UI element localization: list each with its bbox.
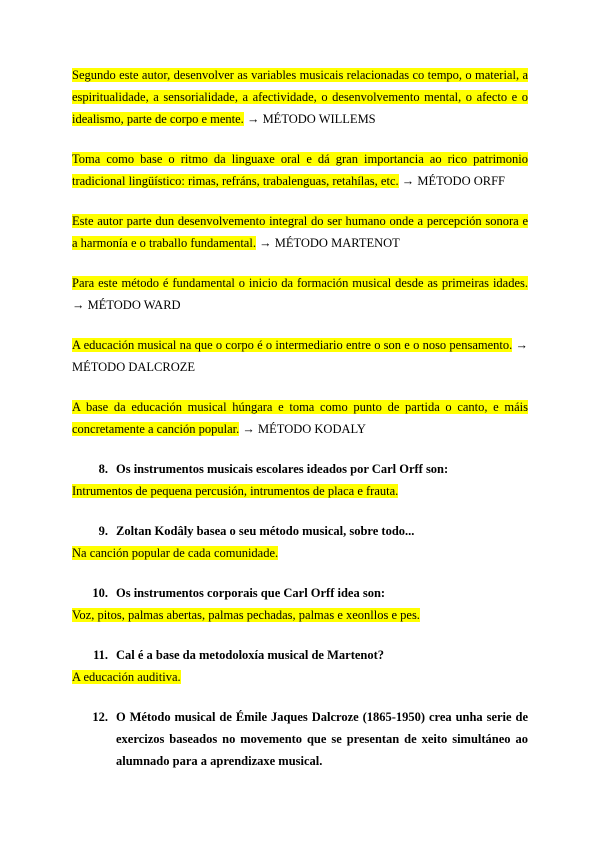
highlighted-answer: Na canción popular de cada comunidade. <box>72 546 279 560</box>
question-number: 10. <box>92 586 108 600</box>
answer-9 <box>72 542 528 564</box>
method-answer: → MÉTODO ORFF <box>398 174 506 188</box>
question-number: 8. <box>98 462 108 476</box>
question-number: 9. <box>98 524 108 538</box>
question-text: O Método musical de Émile Jaques Dalcroze (1865-1950) crea unha serie de exercizos baseados no movemento que se presentan de xeito simultáneo ao alumnado para a aprendizaxe musical. <box>116 710 528 768</box>
highlighted-statement: Este autor parte dun desenvolvemento integral do ser humano onde a percepción sonora e a harmonía e o traballo fundamental. <box>72 214 528 250</box>
highlighted-statement: A base da educación musical húngara e toma como punto de partida o canto, e máis concretamente a canción popular. <box>72 400 528 436</box>
question-text: Cal é a base da metodoloxía musical de Martenot? <box>116 648 385 662</box>
highlighted-statement: Segundo este autor, desenvolver as variables musicais relacionadas co tempo, o material, a espiritualidade, a sensorialidade, a afectividade, o desenvolvemento mental, o afecto e o idealismo, parte de corpo e mente. <box>72 68 528 126</box>
question-text: Os instrumentos musicais escolares ideados por Carl Orff son: <box>116 462 449 476</box>
method-answer: → MÉTODO MARTENOT <box>255 236 400 250</box>
question-9 <box>72 520 528 542</box>
question-10 <box>72 582 528 604</box>
question-text: Zoltan Kodâly basea o seu método musical, sobre todo... <box>116 524 415 538</box>
method-paragraph-martenot <box>72 210 528 254</box>
method-paragraph-willems <box>72 64 528 130</box>
answer-8 <box>72 480 528 502</box>
method-paragraph-kodaly <box>72 396 528 440</box>
question-12 <box>72 706 528 772</box>
question-8 <box>72 458 528 480</box>
question-number: 11. <box>93 648 108 662</box>
question-text: Os instrumentos corporais que Carl Orff idea son: <box>116 586 386 600</box>
highlighted-answer: A educación auditiva. <box>72 670 181 684</box>
method-paragraph-ward <box>72 272 528 316</box>
question-number: 12. <box>92 710 108 724</box>
method-paragraph-dalcroze <box>72 334 528 378</box>
highlighted-statement: Para este método é fundamental o inicio da formación musical desde as primeiras idades. <box>72 276 528 290</box>
document-page <box>72 64 528 772</box>
method-answer: → MÉTODO WARD <box>72 298 181 312</box>
answer-10 <box>72 604 528 626</box>
method-paragraph-orff <box>72 148 528 192</box>
question-11 <box>72 644 528 666</box>
method-answer: → MÉTODO DALCROZE <box>72 338 528 374</box>
highlighted-statement: Toma como base o ritmo da linguaxe oral e dá gran importancia ao rico patrimonio tradicional lingüístico: rimas, refráns, trabalenguas, retahílas, etc. <box>72 152 528 188</box>
answer-11 <box>72 666 528 688</box>
method-answer: → MÉTODO WILLEMS <box>243 112 376 126</box>
highlighted-answer: Intrumentos de pequena percusión, intrumentos de placa e frauta. <box>72 484 399 498</box>
highlighted-answer: Voz, pitos, palmas abertas, palmas pechadas, palmas e xeonllos e pes. <box>72 608 420 622</box>
method-answer: → MÉTODO KODALY <box>239 422 366 436</box>
highlighted-statement: A educación musical na que o corpo é o intermediario entre o son e o noso pensamento. <box>72 338 513 352</box>
